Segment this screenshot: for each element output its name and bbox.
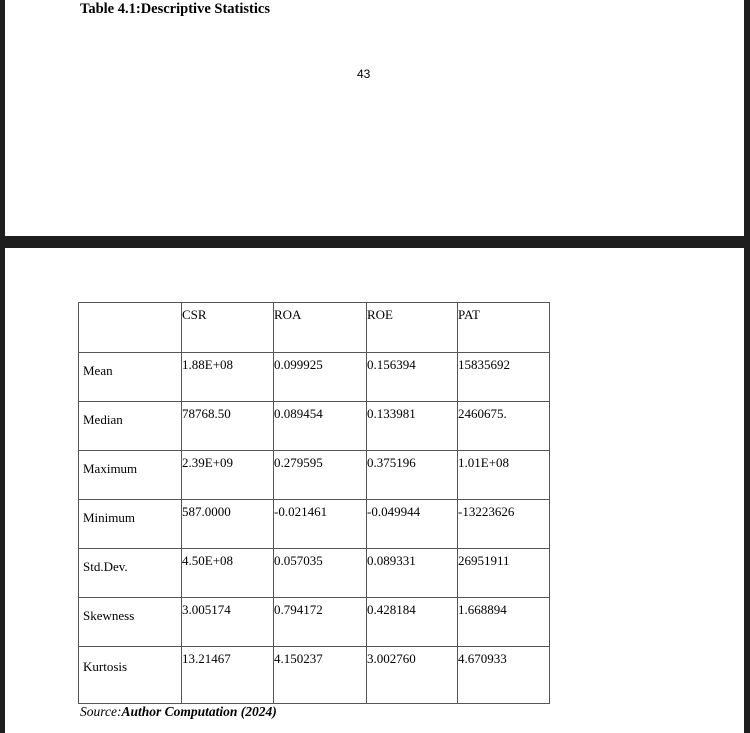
- table-cell: 78768.50: [182, 402, 274, 451]
- table-row: [79, 451, 550, 500]
- table-cell: 1.01E+08: [458, 451, 550, 500]
- row-label: Skewness: [79, 598, 182, 647]
- table-cell: 0.133981: [367, 402, 458, 451]
- table-cell: 2.39E+09: [182, 451, 274, 500]
- table-row: [79, 500, 550, 549]
- page-number: 43: [357, 67, 371, 81]
- table-cell: 15835692: [458, 353, 550, 402]
- table-row: [79, 647, 550, 704]
- header-cell-pat: PAT: [458, 303, 550, 353]
- table-title: Table 4.1:Descriptive Statistics: [80, 1, 270, 17]
- header-cell-roe: ROE: [367, 303, 458, 353]
- table-cell: 0.375196: [367, 451, 458, 500]
- table-cell: 587.0000: [182, 500, 274, 549]
- table-cell: 0.279595: [274, 451, 367, 500]
- table-cell: 3.005174: [182, 598, 274, 647]
- table-cell: 0.057035: [274, 549, 367, 598]
- table-cell: 4.670933: [458, 647, 550, 704]
- table-cell: 0.428184: [367, 598, 458, 647]
- document-page-top: [5, 0, 744, 236]
- table-cell: -13223626: [458, 500, 550, 549]
- table-cell: 26951911: [458, 549, 550, 598]
- table-row: [79, 353, 550, 402]
- table-cell: 1.88E+08: [182, 353, 274, 402]
- row-label: Minimum: [79, 500, 182, 549]
- header-cell-empty: [79, 303, 182, 353]
- table-cell: 13.21467: [182, 647, 274, 704]
- table-cell: 4.50E+08: [182, 549, 274, 598]
- table-cell: 0.156394: [367, 353, 458, 402]
- table-cell: 1.668894: [458, 598, 550, 647]
- source-note: [80, 704, 277, 720]
- header-cell-roa: ROA: [274, 303, 367, 353]
- table-cell: -0.049944: [367, 500, 458, 549]
- table-row: [79, 549, 550, 598]
- table-cell: 0.089331: [367, 549, 458, 598]
- table-cell: 4.150237: [274, 647, 367, 704]
- table-cell: -0.021461: [274, 500, 367, 549]
- row-label: Median: [79, 402, 182, 451]
- header-cell-csr: CSR: [182, 303, 274, 353]
- row-label: Std.Dev.: [79, 549, 182, 598]
- table-cell: 0.089454: [274, 402, 367, 451]
- table-cell: 3.002760: [367, 647, 458, 704]
- row-label: Maximum: [79, 451, 182, 500]
- row-label: Kurtosis: [79, 647, 182, 704]
- descriptive-statistics-table: [78, 302, 550, 704]
- table-row: [79, 402, 550, 451]
- source-author: Author Computation (2024): [121, 704, 277, 719]
- table-row: [79, 598, 550, 647]
- source-prefix: Source:: [80, 704, 122, 719]
- row-label: Mean: [79, 353, 182, 402]
- table-cell: 2460675.: [458, 402, 550, 451]
- document-page-bottom: [5, 248, 744, 733]
- table-cell: 0.099925: [274, 353, 367, 402]
- table-cell: 0.794172: [274, 598, 367, 647]
- table-header-row: [79, 303, 550, 353]
